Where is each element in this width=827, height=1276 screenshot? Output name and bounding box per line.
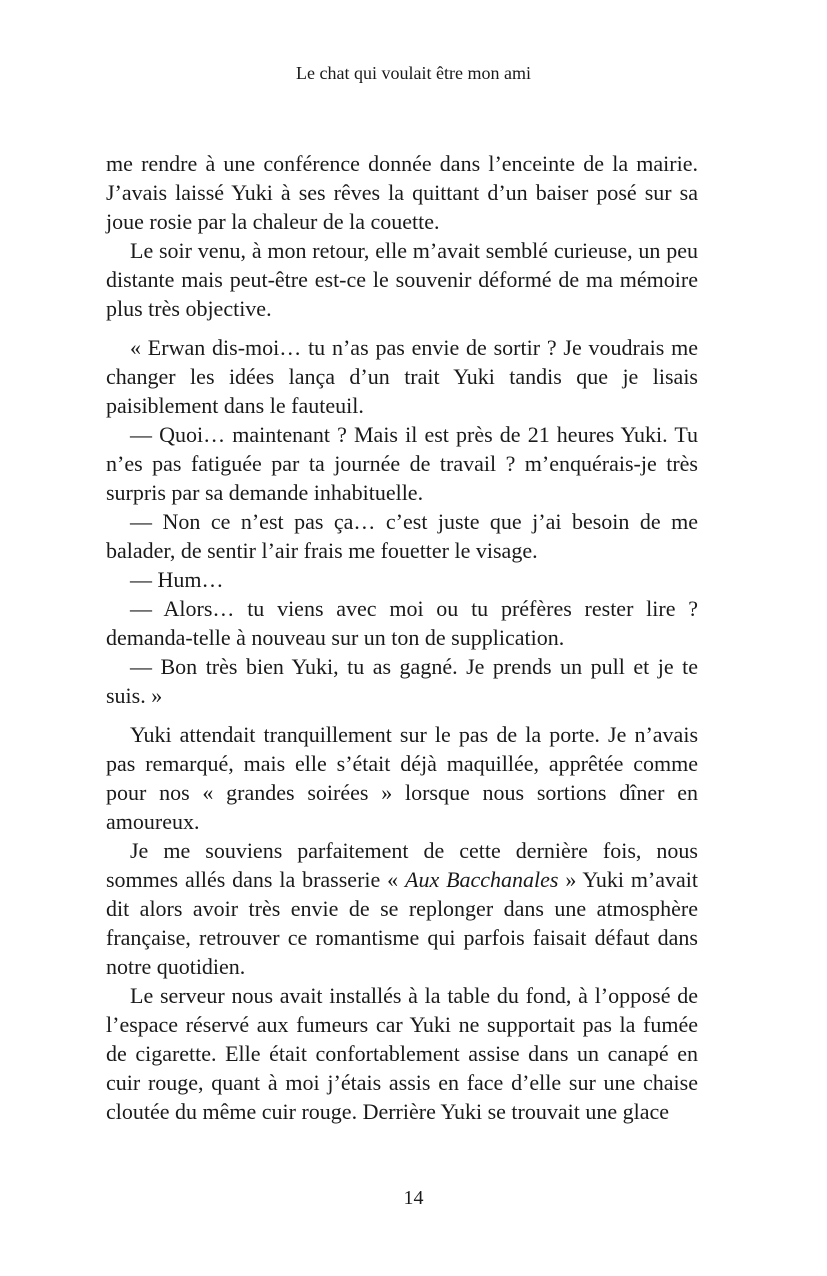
dialogue-line: — Bon très bien Yuki, tu as gagné. Je prends un pull et je te suis. » [106,654,698,708]
paragraph: Yuki attendait tranquillement sur le pas de la porte. Je n’avais pas remarqué, mais elle s’était déjà maquillée, apprêtée comme pour nos « grandes soirées » lorsque nous sortions dîner en amoureux. [106,722,698,834]
dialogue-line: — Hum… [130,567,224,592]
paragraph [106,836,698,981]
paragraph: me rendre à une conférence donnée dans l’enceinte de la mairie. J’avais laissé Yuki à ses rêves la quittant d’un baiser posé sur sa joue rosie par la chaleur de la couette. [106,151,698,234]
dialogue-line: « Erwan dis-moi… tu n’as pas envie de sortir ? Je voudrais me changer les idées lança d’un trait Yuki tandis que je lisais paisiblement dans le fauteuil. [106,335,698,418]
page-number: 14 [403,1187,424,1209]
paragraph: Le soir venu, à mon retour, elle m’avait semblé curieuse, un peu distante mais peut-être est-ce le souvenir déformé de ma mémoire plus très objective. [106,238,698,321]
dialogue-line: — Alors… tu viens avec moi ou tu préfères rester lire ? demanda-telle à nouveau sur un ton de supplication. [106,596,698,650]
brasserie-name: Aux Bacchanales [405,867,559,892]
paragraph-text: Je me souviens parfaitement de cette dernière fois, nous sommes allés dans la brasserie « [106,838,698,892]
running-title: Le chat qui voulait être mon ami [296,63,531,83]
body-text [106,149,698,1126]
paragraph: Le serveur nous avait installés à la table du fond, à l’opposé de l’espace réservé aux fumeurs car Yuki ne supportait pas la fumée de cigarette. Elle était confortablement assise dans un canapé en cuir rouge, quant à moi j’étais assis en face d’elle sur une chaise cloutée du même cuir rouge. Derrière Yuki se trouvait une glace [106,983,698,1124]
dialogue-line: — Non ce n’est pas ça… c’est juste que j’ai besoin de me balader, de sentir l’air frais me fouetter le visage. [106,509,698,563]
paragraph-text: » Yuki m’avait dit alors avoir très envie de se replonger dans une atmosphère française, retrouver ce romantisme qui parfois faisait défaut dans notre quotidien. [106,867,699,979]
dialogue-line: — Quoi… maintenant ? Mais il est près de 21 heures Yuki. Tu n’es pas fatiguée par ta journée de travail ? m’enquérais-je très surpris par sa demande inhabituelle. [106,422,698,505]
